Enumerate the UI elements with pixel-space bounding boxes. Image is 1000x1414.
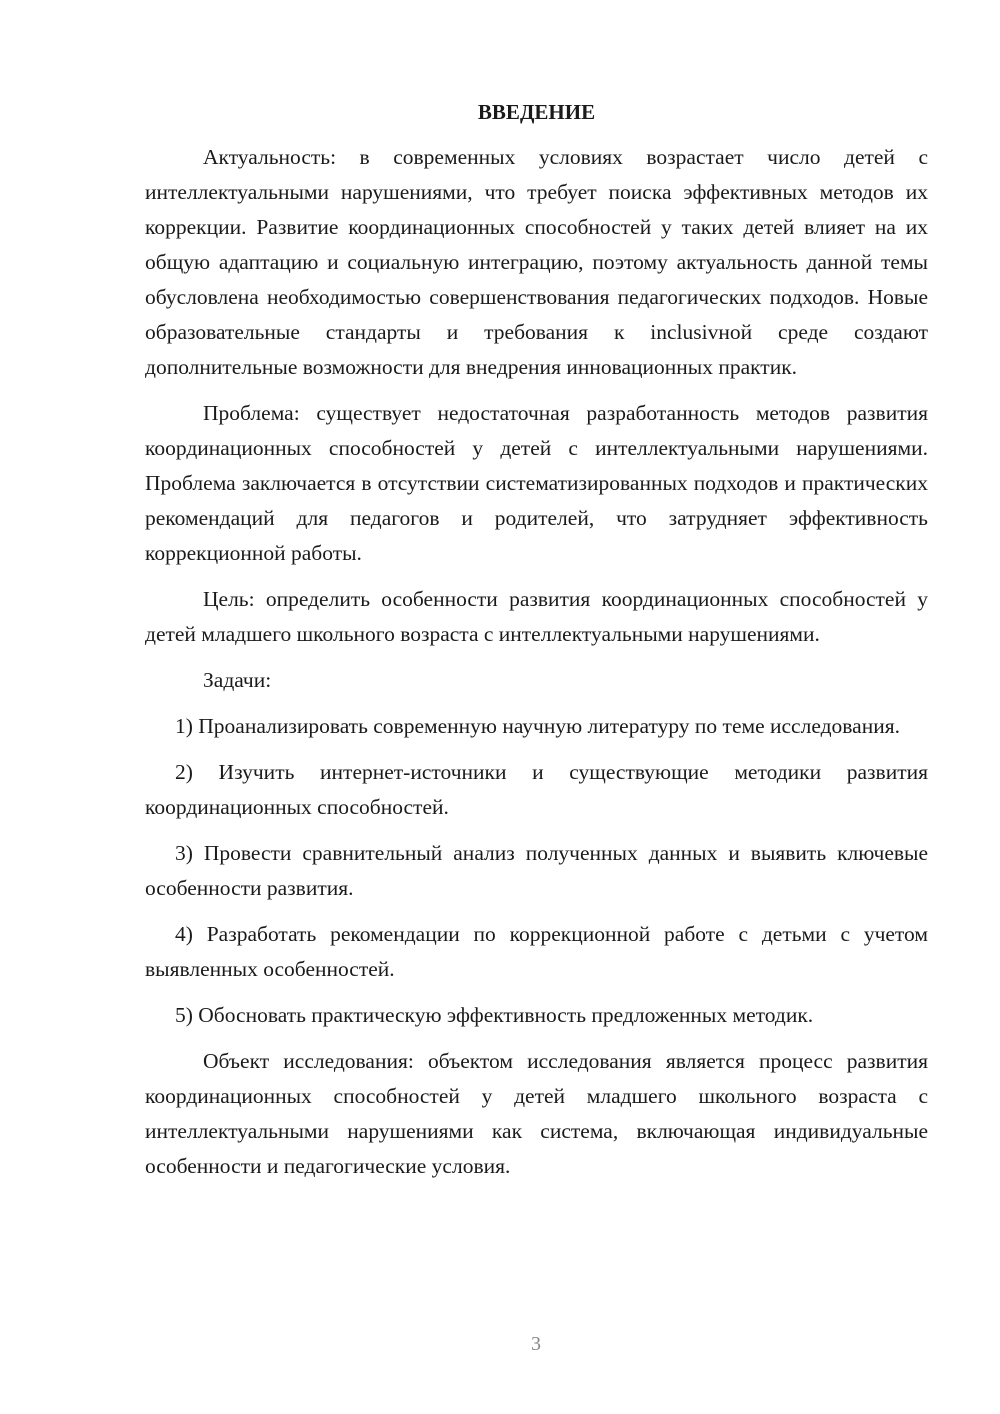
section-title: ВВЕДЕНИЕ [477,100,596,124]
page-number: 3 [531,1333,541,1355]
task-item-1: 1) Проанализировать современную научную литературу по теме исследования. [175,714,900,738]
task-item-4: 4) Разработать рекомендации по коррекционной работе с детьми с учетом выявленных особенностей. [145,922,928,981]
paragraph-relevance: Актуальность: в современных условиях возрастает число детей с интеллектуальными нарушениями, что требует поиска эффективных методов их коррекции. Развитие координационных способностей у таких детей влияет на их общую адаптацию и социальную интеграцию, поэтому актуальность данной темы обусловлена необходимостью совершенствования педагогических подходов. Новые образовательные стандарты и требования к inclusivной среде создают дополнительные возможности для внедрения инновационных практик. [145,145,928,379]
paragraph-problem: Проблема: существует недостаточная разработанность методов развития координационных способностей у детей с интеллектуальными нарушениями. Проблема заключается в отсутствии систематизированных подходов и практических рекомендаций для педагогов и родителей, что затрудняет эффективность коррекционной работы. [145,401,928,565]
task-item-3: 3) Провести сравнительный анализ полученных данных и выявить ключевые особенности развития. [145,841,928,900]
paragraph-object: Объект исследования: объектом исследования является процесс развития координационных способностей у детей младшего школьного возраста с интеллектуальными нарушениями как система, включающая индивидуальные особенности и педагогические условия. [145,1049,928,1178]
task-item-5: 5) Обосновать практическую эффективность предложенных методик. [175,1003,814,1027]
document-page [145,95,928,1195]
task-item-2: 2) Изучить интернет-источники и существующие методики развития координационных способностей. [145,760,928,819]
paragraph-goal: Цель: определить особенности развития координационных способностей у детей младшего школьного возраста с интеллектуальными нарушениями. [145,587,928,646]
tasks-label: Задачи: [203,668,272,692]
